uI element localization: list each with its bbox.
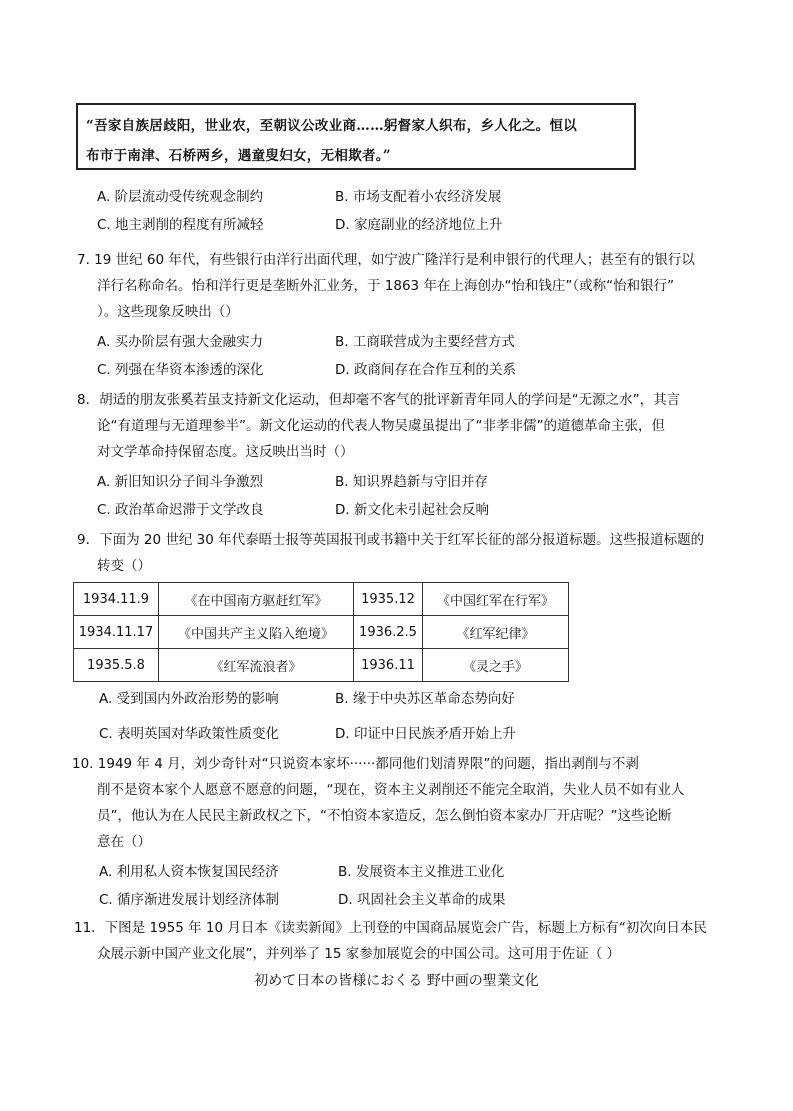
table-cell: 1934.11.17 [74,616,159,649]
q10-option-a: A. 利用私人资本恢复国民经济 [99,864,279,880]
q7-option-d: D. 政商间存在合作互利的关系 [335,362,516,378]
q7-option-a: A. 买办阶层有强大金融实力 [97,334,264,350]
q8-option-a: A. 新旧知识分子间斗争激烈 [97,474,264,490]
q9-option-a: A. 受到国内外政治形势的影响 [99,691,279,707]
q10-option-b: B. 发展资本主义推进工业化 [338,864,505,880]
q10-line-2: 削不是资本家个人愿意不愿意的问题，“现在，资本主义剥削还不能完全取消，失业人员不如有业人 [97,782,685,798]
q10-line-4: 意在（） [97,834,151,850]
q7-line-3: ）。这些现象反映出（） [97,304,239,320]
table-cell: 《红军纪律》 [423,616,569,649]
q8-line-2: 论“有道理与无道理参半”。新文化运动的代表人物吴虞虽提出了“非孝非儒”的道德革命主张，但 [97,418,665,434]
q7-line-1: 7. 19 世纪 60 年代，有些银行由洋行出面代理，如宁波广隆洋行是利申银行的代理人；甚至有的银行以 [77,252,695,268]
table-cell: 1936.11 [354,649,423,682]
table-cell: 1935.12 [354,583,423,616]
q11-line-2: 众展示新中国产业文化展”，并列举了 15 家参加展览会的中国公司。这可用于佐证（ ） [97,946,621,962]
q6-option-a: A. 阶层流动受传统观念制约 [97,189,264,205]
q11-line-1: 11．下图是 1955 年 10 月日本《读卖新闻》上刊登的中国商品展览会广告，标题上方标有“初次向日本民 [74,920,707,936]
q8-line-3: 对文学革命持保留态度。这反映出当时（） [97,444,354,460]
quote-line-2: 布市于南津、石桥两乡，遇童叟妇女，无相欺者。” [86,148,391,164]
table-row [74,583,569,616]
table-row [74,616,569,649]
q9-table [73,582,569,682]
table-cell: 《中国红军在行军》 [423,583,569,616]
q8-option-d: D. 新文化未引起社会反响 [335,502,489,518]
table-cell: 《在中国南方驱赶红军》 [159,583,354,616]
q9-option-d: D. 印证中日民族矛盾开始上升 [335,726,516,742]
table-row [74,649,569,682]
q10-option-c: C. 循序渐进发展计划经济体制 [99,892,280,908]
q10-line-1: 10. 1949 年 4 月，刘少奇针对“只说资本家坏······都同他们划清界限”的问题，指出剥削与不剥 [72,756,639,772]
table-cell: 《灵之手》 [423,649,569,682]
q9-line-2: 转变（） [97,558,151,574]
quote-box [76,103,636,170]
q8-line-1: 8．胡适的朋友张奚若虽支持新文化运动，但却毫不客气的批评新青年同人的学问是“无源之水”，其言 [77,392,681,408]
q8-option-b: B. 知识界趋新与守旧并存 [335,474,488,490]
q6-option-c: C. 地主剥削的程度有所减轻 [97,217,264,233]
q7-option-c: C. 列强在华资本渗透的深化 [97,362,264,378]
table-cell: 1936.2.5 [354,616,423,649]
q6-option-d: D. 家庭副业的经济地位上升 [335,217,503,233]
q9-line-1: 9．下面为 20 世纪 30 年代泰晤士报等英国报刊或书籍中关于红军长征的部分报道标题。这些报道标题的 [77,532,705,548]
q10-option-d: D. 巩固社会主义革命的成果 [338,892,506,908]
table-cell: 1935.5.8 [74,649,159,682]
table-cell: 1934.11.9 [74,583,159,616]
q6-option-b: B. 市场支配着小农经济发展 [335,189,502,205]
q9-option-b: B. 缘于中央苏区革命态势向好 [335,691,515,707]
q11-figure-caption: 初めて日本の皆様におくる 野中画の聖業文化 [254,973,539,989]
quote-line-1: “吾家自族居歧阳，世业农，至朝议公改业商……躬督家人织布，乡人化之。恒以 [86,118,578,134]
q10-line-3: 员”，他认为在人民民主新政权之下，“不怕资本家造反，怎么倒怕资本家办厂开店呢？”这些论断 [97,808,672,824]
q8-option-c: C. 政治革命迟滞于文学改良 [97,502,264,518]
q9-option-c: C. 表明英国对华政策性质变化 [99,726,280,742]
q7-line-2: 洋行名称命名。怡和洋行更是垄断外汇业务，于 1863 年在上海创办“怡和钱庄”（或称“怡和银行” [97,278,675,294]
table-cell: 《红军流浪者》 [159,649,354,682]
table-cell: 《中国共产主义陷入绝境》 [159,616,354,649]
q7-option-b: B. 工商联营成为主要经营方式 [335,334,515,350]
